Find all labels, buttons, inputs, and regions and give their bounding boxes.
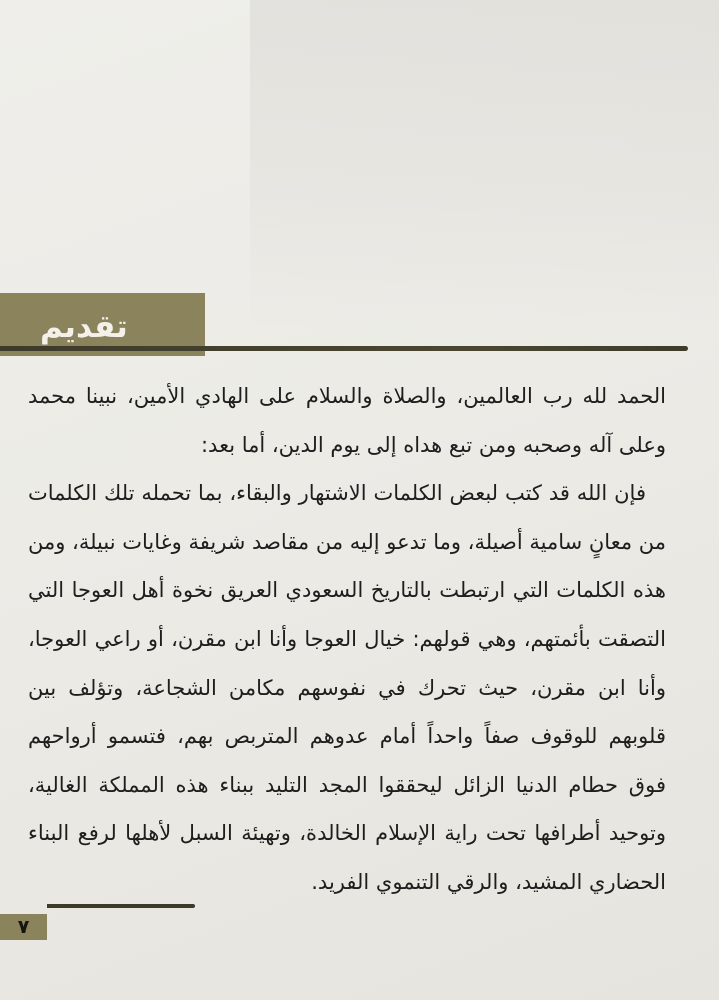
paragraph-main: فإن الله قد كتب لبعض الكلمات الاشتهار والبقاء، بما تحمله تلك الكلمات من معانٍ سامية أصيلة، وما تدعو إليه من مقاصد شريفة وغايات نبيلة، ومن هذه الكلمات التي ارتبطت بالتاريخ السعودي العريق نخوة أهل العوجا التي التصقت بأئمتهم، وهي قولهم: خيال العوجا وأنا ابن مقرن، أو راعي العوجا، وأنا ابن مقرن، حيث تحرك في نفوسهم مكامن الشجاعة، وتؤلف بين قلوبهم للوقوف صفاً واحداً أمام عدوهم المتربص بهم، فتسمو أرواحهم فوق حطام الدنيا الزائل ليحققوا المجد التليد ببناء هذه المملكة الغالية، وتوحيد أطرافها تحت راية الإسلام الخالدة، وتهيئة السبل لأهلها لرفع البناء الحضاري المشيد، والرقي التنموي الفريد. — [28, 481, 666, 894]
show-through-bleed — [250, 0, 719, 330]
body-text — [28, 372, 666, 907]
footer-rule — [47, 904, 195, 908]
header-rule — [0, 346, 688, 351]
section-title: تقديم — [40, 309, 128, 345]
page-number: ٧ — [17, 916, 30, 938]
paragraph-opening: الحمد لله رب العالمين، والصلاة والسلام على الهادي الأمين، نبينا محمد وعلى آله وصحبه ومن تبع هداه إلى يوم الدين، أما بعد: — [28, 384, 666, 457]
